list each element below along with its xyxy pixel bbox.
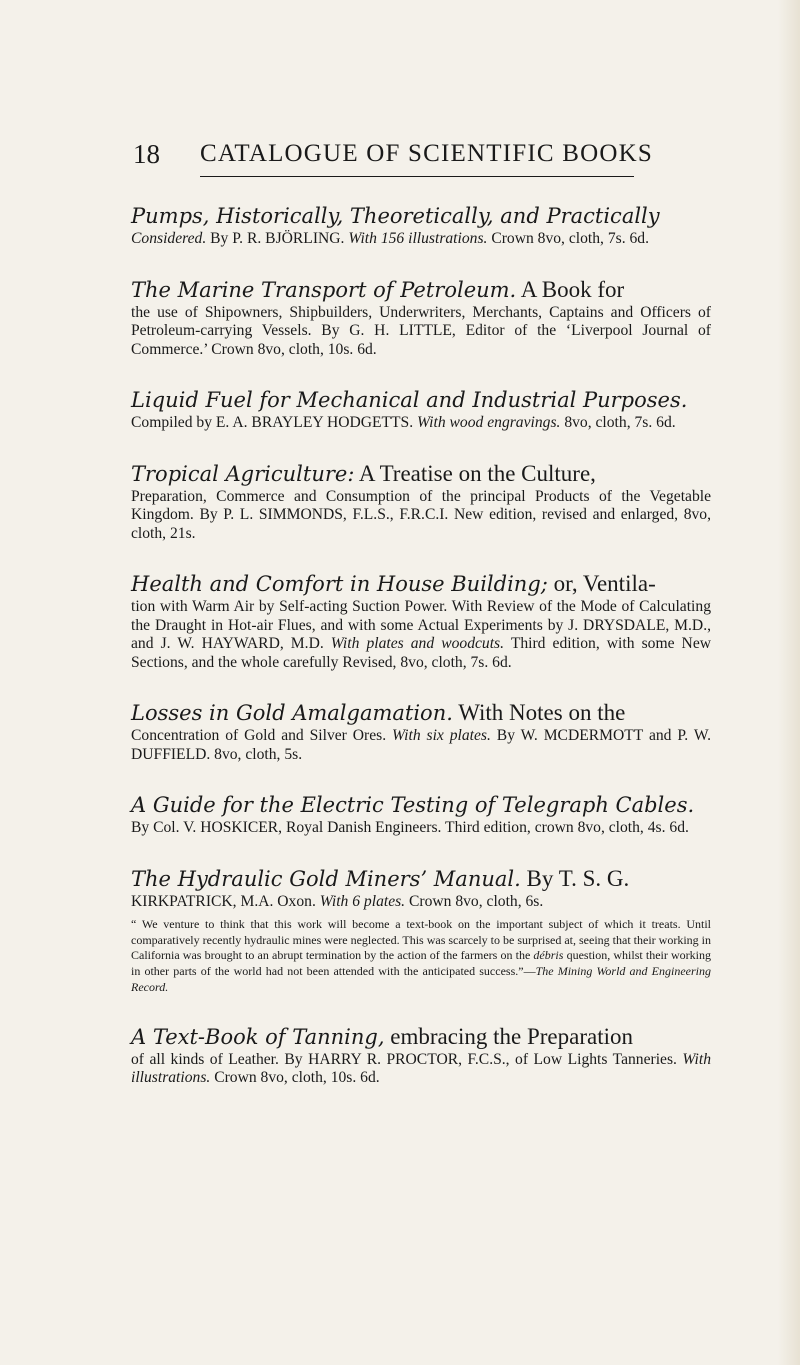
catalogue-entry bbox=[131, 276, 711, 360]
entry-title-italic: Pumps, Historically, Theoretically, and Practically bbox=[131, 204, 660, 228]
quote-text: débris bbox=[533, 948, 564, 963]
catalogue-entry bbox=[131, 202, 711, 249]
catalogue-entry bbox=[131, 1023, 711, 1088]
entry-title bbox=[131, 791, 711, 819]
body-text: the use of Shipowners, Shipbuilders, Underwriters, Merchants, Captains and Officers of Petroleum-carrying Vessels. By G. H. LITTLE, Editor of the ‘Liverpool Journal of Commerce.’ Crown 8vo, cloth, 10s. 6d. bbox=[131, 303, 711, 358]
running-head bbox=[133, 137, 716, 181]
body-text: Considered. bbox=[131, 230, 207, 247]
entry-title-italic: Losses in Gold Amalgamation. bbox=[131, 701, 453, 725]
catalogue-entry bbox=[131, 699, 711, 764]
entry-title-italic: Liquid Fuel for Mechanical and Industrial Purposes. bbox=[131, 388, 688, 412]
body-text: Crown 8vo, cloth, 10s. 6d. bbox=[210, 1069, 380, 1087]
entry-title bbox=[131, 1023, 711, 1051]
body-text: 8vo, cloth, 7s. 6d. bbox=[560, 414, 676, 431]
body-text: By Col. V. HOSKICER, Royal Danish Engineers. Third edition, crown 8vo, cloth, 4s. 6d. bbox=[131, 819, 689, 836]
body-text: of all kinds of Leather. By HARRY R. PROCTOR, F.C.S., of Low Lights Tanneries. bbox=[131, 1050, 683, 1068]
body-text: With plates and woodcuts. bbox=[330, 635, 505, 652]
entry-body bbox=[131, 304, 711, 360]
catalogue-entry bbox=[131, 386, 711, 433]
catalogue-entry bbox=[131, 791, 711, 838]
review-quote bbox=[131, 917, 711, 996]
body-text: Crown 8vo, cloth, 7s. 6d. bbox=[487, 230, 649, 247]
entry-title-roman: A Book for bbox=[516, 276, 625, 302]
entry-title-italic: The Marine Transport of Petroleum. bbox=[131, 277, 517, 302]
entry-title-italic: Tropical Agriculture: bbox=[131, 461, 355, 486]
body-text: KIRKPATRICK, M.A. Oxon. bbox=[131, 892, 320, 910]
quote-text: “ We venture to think that this work will become a text-book on the important subject of which it treats. Until comparatively recently hydraulic mines were neglected. This was scarcely to be surprised at, seeing that their working in California was brought to an abrupt termination by the action of the farmers on the bbox=[131, 917, 711, 963]
body-text: With six plates. bbox=[392, 727, 491, 744]
entry-title-roman: With Notes on the bbox=[452, 700, 626, 725]
body-text: By W. MCDERMOTT and P. W. DUFFIELD. 8vo, cloth, 5s. bbox=[131, 727, 711, 763]
entry-title-roman: embracing the Preparation bbox=[384, 1023, 633, 1049]
body-text: With 156 illustrations. bbox=[348, 230, 488, 247]
entry-body bbox=[131, 819, 711, 838]
entry-title-italic: A Text-Book of Tanning, bbox=[131, 1024, 385, 1049]
entry-title-roman: A Treatise on the Culture, bbox=[354, 460, 596, 486]
entry-title bbox=[131, 865, 711, 893]
body-text: With wood engravings. bbox=[417, 414, 561, 431]
entry-title bbox=[131, 202, 711, 230]
entry-title-italic: Health and Comfort in House Building; bbox=[131, 572, 548, 596]
page-number: 18 bbox=[133, 139, 160, 169]
entry-title bbox=[131, 276, 711, 304]
header-rule bbox=[200, 176, 634, 177]
entry-title-italic: A Guide for the Electric Testing of Telegraph Cables. bbox=[131, 793, 695, 817]
catalogue-entry bbox=[131, 570, 711, 672]
catalogue-entries bbox=[131, 202, 711, 1115]
body-text: With 6 plates. bbox=[319, 892, 406, 910]
page-edge-shadow bbox=[778, 0, 800, 1365]
entry-body bbox=[131, 488, 711, 544]
entry-body bbox=[131, 1051, 711, 1088]
quote-text: question, whilst their working in other parts of the world had not been attended with the anticipated success.”— bbox=[131, 948, 711, 979]
entry-title-roman: By T. S. G. bbox=[520, 865, 630, 891]
body-text: Concentration of Gold and Silver Ores. bbox=[131, 727, 393, 744]
body-text: Preparation, Commerce and Consumption of the principal Products of the Vegetable Kingdom. By P. L. SIMMONDS, F.L.S., F.R.C.I. New edition, revised and enlarged, 8vo, cloth, 21s. bbox=[131, 487, 711, 542]
body-text: With illustrations. bbox=[131, 1050, 711, 1087]
catalogue-entry bbox=[131, 865, 711, 996]
entry-title bbox=[131, 570, 711, 598]
entry-title bbox=[131, 386, 711, 414]
entry-body bbox=[131, 598, 711, 672]
body-text: Crown 8vo, cloth, 6s. bbox=[405, 892, 544, 910]
entry-body bbox=[131, 230, 711, 249]
entry-title-roman: or, Ventila- bbox=[547, 571, 656, 596]
entry-body bbox=[131, 727, 711, 764]
catalogue-entry bbox=[131, 460, 711, 544]
body-text: By P. R. BJÖRLING. bbox=[206, 230, 349, 247]
body-text: Third edition, with some New Sections, and the whole carefully Revised, 8vo, cloth, 7s. 6d. bbox=[131, 635, 711, 671]
quote-source: The Mining World and Engineering Record. bbox=[131, 964, 711, 994]
entry-body bbox=[131, 893, 711, 912]
body-text: tion with Warm Air by Self-acting Suction Power. With Review of the Mode of Calculating the Draught in Hot-air Flues, and with some Actual Experiments by J. DRYSDALE, M.D., and J. W. HAYWARD, M.D. bbox=[131, 598, 711, 652]
entry-title-italic: The Hydraulic Gold Miners’ Manual. bbox=[131, 866, 521, 891]
body-text: Compiled by E. A. BRAYLEY HODGETTS. bbox=[131, 414, 418, 431]
header-title: CATALOGUE OF SCIENTIFIC BOOKS bbox=[200, 140, 653, 167]
entry-title bbox=[131, 460, 711, 488]
entry-title bbox=[131, 699, 711, 727]
entry-body bbox=[131, 414, 711, 433]
